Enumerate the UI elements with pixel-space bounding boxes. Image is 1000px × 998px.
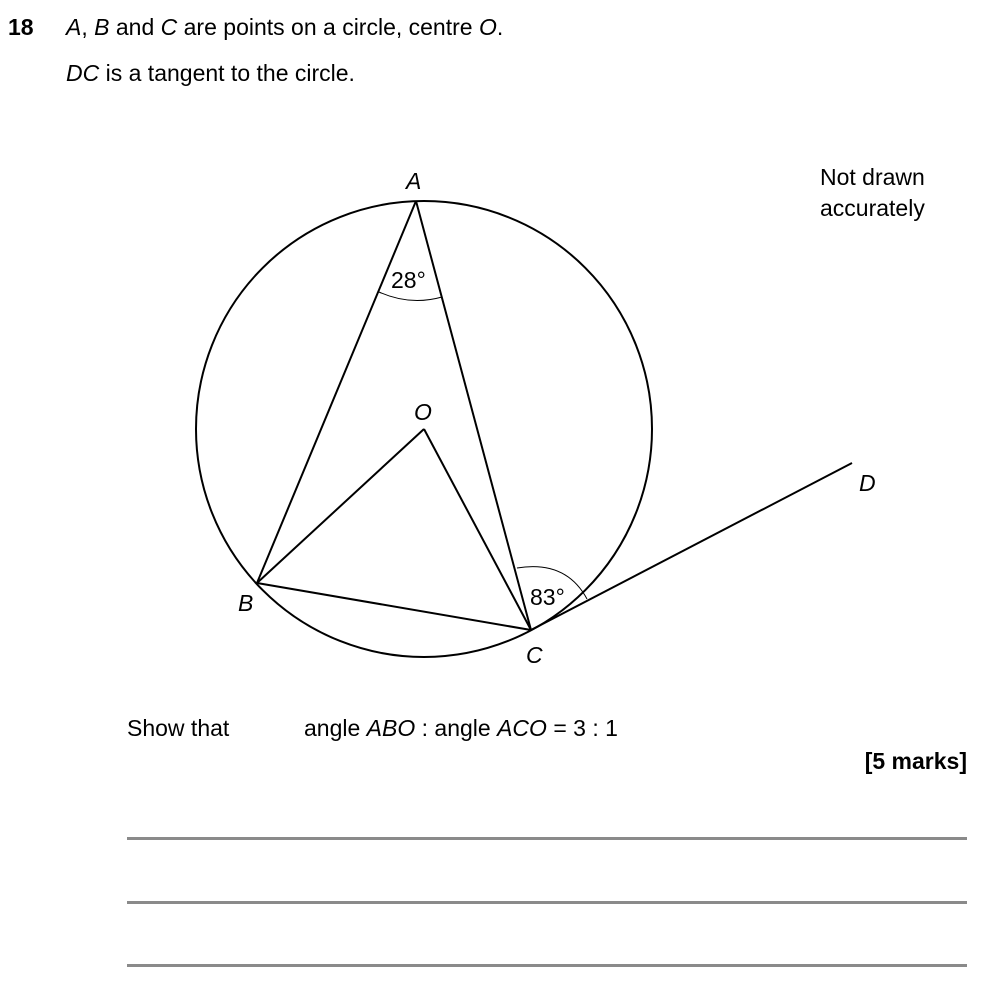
line-oc bbox=[424, 429, 531, 630]
show-that-label: Show that bbox=[127, 715, 230, 741]
label-c: C bbox=[526, 642, 543, 668]
answer-line[interactable] bbox=[127, 837, 967, 840]
label-b: B bbox=[238, 590, 254, 616]
line-dc-ref: DC bbox=[66, 60, 100, 86]
tangent-statement: DC is a tangent to the circle. bbox=[66, 60, 355, 86]
point-c-ref: C bbox=[160, 14, 178, 40]
line-bc bbox=[257, 583, 531, 630]
angle-aco-ref: ACO bbox=[497, 715, 547, 741]
point-a-ref: A bbox=[66, 14, 82, 40]
line-ob bbox=[257, 429, 424, 583]
angle-arc-a bbox=[379, 292, 442, 301]
line-ab bbox=[257, 201, 416, 583]
question-number: 18 bbox=[8, 14, 34, 40]
angle-label-c: 83° bbox=[530, 584, 565, 610]
label-o: O bbox=[414, 399, 432, 425]
marks-label: [5 marks] bbox=[864, 748, 967, 774]
line-ac bbox=[416, 201, 531, 630]
question-intro: A, B and C are points on a circle, centre O. bbox=[66, 14, 504, 40]
angle-label-a: 28° bbox=[391, 267, 426, 293]
answer-line[interactable] bbox=[127, 964, 967, 967]
label-a: A bbox=[406, 168, 422, 194]
point-o-ref: O bbox=[478, 14, 497, 40]
point-b-ref: B bbox=[94, 14, 110, 40]
ratio-statement: angle ABO : angle ACO = 3 : 1 bbox=[304, 715, 618, 741]
answer-line[interactable] bbox=[127, 901, 967, 904]
label-d: D bbox=[859, 470, 876, 496]
not-drawn-accurately-note: Not drawn accurately bbox=[820, 164, 925, 221]
angle-abo-ref: ABO bbox=[366, 715, 416, 741]
tangent-cd bbox=[531, 463, 852, 630]
